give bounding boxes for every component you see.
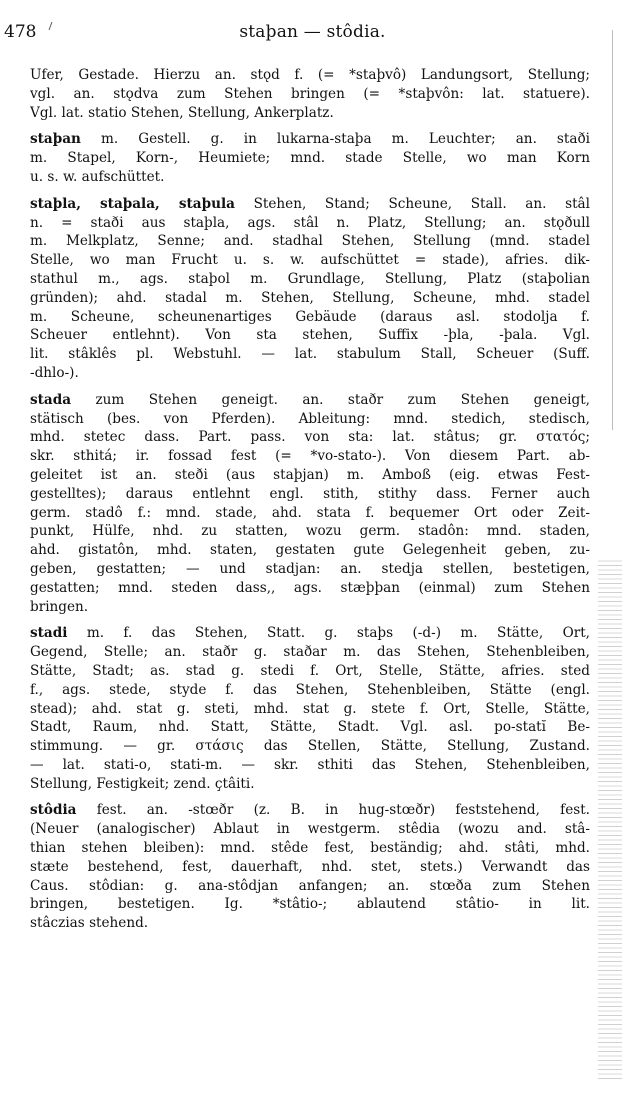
entry-line [30, 466, 590, 485]
entry-line [30, 485, 590, 504]
entry-line [30, 801, 590, 820]
headword: stada [30, 391, 72, 408]
entry-line [30, 700, 590, 719]
line-text: gründen); ahd. stadal m. Stehen, Stellung, Scheune, mhd. stadel [30, 289, 590, 306]
entry-line [30, 168, 590, 187]
line-text: Caus. stôdian: g. ana-stôdjan anfangen; an. stœða zum Stehen [30, 877, 590, 894]
page-header [0, 22, 625, 46]
line-text: u. s. w. aufschüttet. [30, 168, 165, 185]
headword: stadi [30, 625, 68, 642]
line-text: bringen. [30, 598, 89, 615]
line-text: f., ags. stede, styde f. das Stehen, Stehenbleiben, Stätte (engl. [30, 681, 590, 698]
line-text: stâczias stehend. [30, 915, 149, 932]
entry-line [30, 643, 590, 662]
entry-line [30, 428, 590, 447]
entry-line [30, 560, 590, 579]
line-text: fest. an. -stœðr (z. B. in hug-stœðr) feststehend, fest. [76, 802, 590, 819]
entry-line [30, 104, 590, 123]
entry-line [30, 326, 590, 345]
headword: staþla, staþala, staþula [30, 195, 235, 212]
entry-stadi [30, 624, 590, 793]
entry-line [30, 737, 590, 756]
line-text: stæte bestehend, fest, dauerhaft, nhd. stet, stets.) Verwandt das [30, 858, 590, 875]
entry-stôdia [30, 801, 590, 933]
line-text: vgl. an. stǫdva zum Stehen bringen (= *staþvôn: lat. statuere). [30, 85, 590, 102]
entry-line [30, 579, 590, 598]
entry-line [30, 345, 590, 364]
line-text: -dhlo-). [30, 364, 79, 381]
entry-line [30, 895, 590, 914]
line-text: Stadt, Raum, nhd. Statt, Stätte, Stadt. Vgl. asl. po-statĭ Be- [30, 719, 590, 736]
line-text: thian stehen bleiben): mnd. stêde fest, beständig; ahd. stâti, mhd. [30, 840, 590, 857]
entry-line [30, 541, 590, 560]
line-text: Stätte, Stadt; as. stad g. stedi f. Ort, Stelle, Stätte, afries. sted [30, 662, 590, 679]
line-text: geben, gestatten; — und stadjan: an. stedja stellen, bestetigen, [30, 560, 590, 577]
line-text: Ufer, Gestade. Hierzu an. stǫd f. (= *staþvô) Landungsort, Stellung; [30, 67, 590, 83]
line-text: stead); ahd. stat g. steti, mhd. stat g. stete f. Ort, Stelle, Stätte, [30, 700, 590, 717]
entry-line [30, 598, 590, 617]
line-text: m. Scheune, scheunenartiges Gebäude (daraus asl. stodolja f. [30, 308, 590, 325]
line-text: Vgl. lat. statio Stehen, Stellung, Ankerplatz. [30, 104, 334, 121]
entry-staþla [30, 195, 590, 383]
line-text: stimmung. — gr. στάσις das Stellen, Stätte, Stellung, Zustand. [30, 738, 590, 755]
line-text: skr. sthitá; ir. fossad fest (= *vo-stato-). Von diesem Part. ab- [30, 448, 590, 465]
line-text: Stelle, wo man Frucht u. s. w. aufschüttet = stade), afries. dik- [30, 252, 590, 269]
line-text: mhd. stetec dass. Part. pass. von sta: lat. stâtus; gr. στατός; [30, 429, 590, 446]
line-text: m. Melkplatz, Senne; and. stadhal Stehen, Stellung (mnd. stadel [30, 233, 590, 250]
entry-staþan [30, 130, 590, 186]
entry-continuation [30, 66, 590, 122]
line-text: gestatten; mnd. steden dass,, ags. stæþþan (einmal) zum Stehen [30, 579, 590, 596]
line-text: stathul m., ags. staþol m. Grundlage, Stellung, Platz (staþolian [30, 270, 590, 287]
entry-line [30, 662, 590, 681]
entry-line [30, 820, 590, 839]
page-edge-line [612, 30, 613, 430]
scan-edge-artifact [598, 560, 622, 1080]
entry-line [30, 681, 590, 700]
entry-line [30, 308, 590, 327]
line-text: zum Stehen geneigt. an. staðr zum Stehen geneigt, [71, 391, 590, 408]
page-number: 478 [4, 22, 37, 42]
entry-line [30, 66, 590, 85]
entry-line [30, 251, 590, 270]
entry-line [30, 624, 590, 643]
entry-line [30, 130, 590, 149]
line-text: lit. stâklês pl. Webstuhl. — lat. stabulum Stall, Scheuer (Suff. [30, 346, 590, 363]
entry-line [30, 522, 590, 541]
line-text: geleitet ist an. steði (aus staþjan) m. Amboß (eig. etwas Fest- [30, 466, 590, 483]
entry-line [30, 839, 590, 858]
line-text: punkt, Hülfe, nhd. zu statten, wozu germ. stadôn: mnd. staden, [30, 523, 590, 540]
entry-line [30, 289, 590, 308]
entry-line [30, 149, 590, 168]
entry-line [30, 270, 590, 289]
line-text: n. = staði aus staþla, ags. stâl n. Platz, Stellung; an. stǫðull [30, 214, 590, 231]
entry-line [30, 756, 590, 775]
entry-line [30, 85, 590, 104]
line-text: germ. stadô f.: mnd. stade, ahd. stata f. bequemer Ort oder Zeit- [30, 504, 590, 521]
running-title: staþan — stôdia. [239, 22, 386, 42]
entry-line [30, 214, 590, 233]
line-text: Stehen, Stand; Scheune, Stall. an. stâl [234, 195, 590, 212]
line-text: gestelltes); daraus entlehnt engl. stith, stithy dass. Ferner auch [30, 485, 590, 502]
entry-line [30, 391, 590, 410]
headword: staþan [30, 131, 81, 148]
entry-line [30, 775, 590, 794]
entry-line [30, 504, 590, 523]
entry-line [30, 364, 590, 383]
line-text: stätisch (bes. von Pferden). Ableitung: mnd. stedich, stedisch, [30, 410, 590, 427]
entry-line [30, 718, 590, 737]
entries-column [30, 66, 590, 941]
line-text: Gegend, Stelle; an. staðr g. staðar m. das Stehen, Stehenbleiben, [30, 644, 590, 661]
line-text: ahd. gistatôn, mhd. staten, gestaten gute Gelegenheit geben, zu- [30, 542, 590, 559]
entry-line [30, 914, 590, 933]
headword: stôdia [30, 802, 77, 819]
entry-line [30, 232, 590, 251]
entry-line [30, 877, 590, 896]
line-text: Scheuer entlehnt). Von sta stehen, Suffix -þla, -þala. Vgl. [30, 327, 590, 344]
line-text: bringen, bestetigen. Ig. *stâtio-; ablautend stâtio- in lit. [30, 896, 590, 913]
entry-line [30, 410, 590, 429]
line-text: Stellung, Festigkeit; zend. çtâiti. [30, 775, 255, 792]
line-text: (Neuer (analogischer) Ablaut in westgerm. stêdia (wozu and. stâ- [30, 821, 590, 838]
entry-line [30, 447, 590, 466]
line-text: — lat. stati-o, stati-m. — skr. sthiti das Stehen, Stehenbleiben, [30, 756, 590, 773]
entry-stada [30, 391, 590, 617]
entry-line [30, 195, 590, 214]
line-text: m. Gestell. g. in lukarna-staþa m. Leuchter; an. staði [80, 131, 590, 148]
line-text: m. Stapel, Korn-, Heumiete; mnd. stade Stelle, wo man Korn [30, 150, 590, 167]
entry-line [30, 858, 590, 877]
line-text: m. f. das Stehen, Statt. g. staþs (-d-) m. Stätte, Ort, [67, 625, 590, 642]
